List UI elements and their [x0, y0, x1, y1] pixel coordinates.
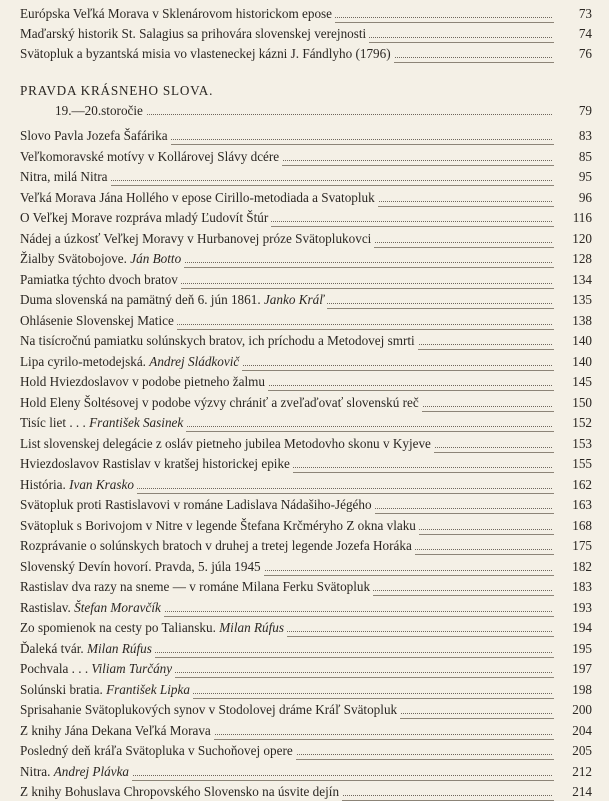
toc-entry-author: Štefan Moravčík [74, 599, 161, 615]
toc-entry-author: Andrej Sládkovič [149, 353, 240, 369]
toc-entry-author: František Lipka [106, 681, 190, 697]
toc-entry-text: Nitra, milá Nitra [20, 169, 108, 184]
toc-page-number: 193 [554, 598, 592, 617]
toc-entry [20, 639, 592, 658]
toc-entry [20, 557, 592, 576]
toc-entry-text: Rastislav. [20, 599, 75, 615]
toc-entry-author: Janko Kráľ [263, 292, 325, 307]
toc-page-number: 153 [554, 434, 592, 453]
toc-entry-title [20, 44, 394, 63]
toc-entry-text: Veľkomoravské motívy v Kollárovej Slávy dcére [20, 148, 280, 164]
toc-page-number: 95 [554, 167, 592, 186]
toc-entry-text: Ohlásenie Slovenskej Matice [20, 312, 174, 328]
toc-entry-title [20, 393, 422, 412]
toc-page-number: 200 [554, 700, 592, 719]
toc-entry-text: Sprisahanie Svätoplukových synov v Stodolovej dráme Kráľ Svätopluk [20, 702, 398, 717]
toc-entry [20, 475, 592, 494]
toc-page-number: 134 [554, 270, 592, 289]
toc-entry-text: Z knihy Jána Dekana Veľká Morava [20, 722, 211, 738]
toc-page-number: 168 [554, 516, 592, 535]
toc-entry-title [20, 249, 184, 268]
toc-entry-title [20, 639, 155, 658]
toc-entry-text: Solúnski bratia. [20, 681, 107, 697]
toc-entry [20, 372, 592, 391]
toc-entry [20, 680, 592, 699]
toc-entry [20, 311, 592, 330]
toc-entry-text: Ďaleká tvár. [20, 640, 88, 656]
toc-entry-text: Hold Eleny Šoltésovej v podobe výzvy chrániť a zveľaďovať slovenskú reč [20, 394, 419, 410]
toc-entry-title [20, 557, 264, 576]
toc-entry-title [20, 126, 171, 145]
toc-entry-text: Hold Hviezdoslavov v podobe pietneho žalmu [20, 374, 266, 389]
toc-entry-text: Svätopluk a byzantská misia vo vlasteneckej kázni J. Fándlyho (1796) [20, 46, 391, 61]
toc-entry-text: Lipa cyrilo-metodejská. [20, 353, 150, 369]
toc-entry-top [20, 4, 592, 23]
toc-entry-text: Zo spomienok na cesty po Taliansku. [20, 620, 220, 635]
toc-entry-title [20, 331, 418, 350]
toc-entry-text: Veľká Morava Jána Hollého v epose Cirillo-metodiada a Svatopluk [20, 189, 375, 205]
toc-entry-author: Ivan Krasko [69, 476, 134, 492]
toc-entry [20, 434, 592, 453]
toc-entry [20, 270, 592, 289]
toc-entry-title [20, 536, 415, 555]
toc-entry-title [20, 372, 268, 391]
toc-entry-title [20, 4, 335, 23]
toc-entry [20, 249, 592, 268]
toc-page-number: 73 [554, 4, 592, 23]
toc-entry-text: Duma slovenská na pamätný deň 6. jún 1861. [20, 292, 264, 307]
toc-entry-title [20, 659, 175, 678]
toc-entry-text: List slovenskej delegácie z osláv pietneho jubilea Metodovho skonu v Kyjeve [20, 435, 431, 451]
toc-entry-title [20, 434, 434, 453]
toc-page-number: 140 [554, 352, 592, 371]
toc-entry-text: Pamiatka týchto dvoch bratov [20, 271, 178, 287]
toc-entry-title [20, 700, 400, 719]
toc-entry [20, 208, 592, 227]
toc-entry-text: Rozprávanie o solúnskych bratoch v druhej a tretej legende Jozefa Horáka [20, 538, 412, 553]
toc-entry [20, 659, 592, 678]
toc-entry [20, 762, 592, 781]
toc-page-number: 138 [554, 311, 592, 330]
section-title: PRAVDA KRÁSNEHO SLOVA. [20, 83, 214, 98]
toc-entry-title [20, 577, 373, 596]
toc-entry-title [20, 618, 287, 637]
toc-entry [20, 782, 592, 801]
toc-entry-text: Európska Veľká Morava v Sklenárovom historickom epose [20, 6, 333, 21]
toc-page-number: 198 [554, 680, 592, 699]
toc-entry-title [20, 229, 374, 248]
toc-entry [20, 454, 592, 473]
toc-entry-author: Ján Botto [130, 251, 182, 266]
toc-entry-text: História. [20, 476, 70, 492]
toc-entry-text: Na tisícročnú pamiatku solúnskych bratov, ich príchodu a Metodovej smrti [20, 333, 415, 348]
toc-entry-text: Nitra. [20, 763, 54, 779]
toc-entry-title [20, 680, 193, 699]
toc-page-number: 128 [554, 249, 592, 268]
toc-entry-title [20, 495, 375, 514]
toc-page-number: 145 [554, 372, 592, 391]
toc-page-number: 205 [554, 741, 592, 760]
toc-entry-text: Rastislav dva razy na sneme — v románe Milana Ferku Svätopluk [20, 579, 371, 594]
toc-entry-text: Pochvala . . . [20, 661, 92, 676]
toc-entry-title [20, 311, 177, 330]
toc-entry-title [20, 762, 132, 781]
toc-entry [20, 290, 592, 309]
toc-entry-title [20, 208, 271, 227]
toc-entry [20, 741, 592, 760]
toc-page-number: 96 [554, 188, 592, 207]
toc-page-number: 150 [554, 393, 592, 412]
toc-page-number: 214 [554, 782, 592, 801]
toc-entry-title [20, 413, 186, 432]
toc-entry-title [20, 352, 242, 371]
section-subtitle [55, 101, 592, 120]
toc-entry-author: František Sasinek [89, 415, 184, 430]
toc-page-number: 204 [554, 721, 592, 740]
toc-entry [20, 331, 592, 350]
toc-entry [20, 393, 592, 412]
toc-entry [20, 700, 592, 719]
toc-page-number: 162 [554, 475, 592, 494]
toc-entry-author: Viliam Turčány [91, 661, 173, 676]
toc-entry [20, 618, 592, 637]
toc-entry-text: O Veľkej Morave rozpráva mladý Ľudovít Štúr [20, 210, 269, 225]
toc-entry-top [20, 44, 592, 63]
toc-entry-text: Nádej a úzkosť Veľkej Moravy v Hurbanovej próze Svätoplukovci [20, 230, 372, 246]
toc-entry [20, 147, 592, 166]
toc-entry-text: Maďarský historik St. Salagius sa prihovára slovenskej verejnosti [20, 26, 367, 41]
toc-entry-author: Milan Rúfus [87, 640, 152, 656]
toc-entry-title [20, 516, 419, 535]
toc-page-number: 120 [554, 229, 592, 248]
toc-entry-title [20, 475, 137, 494]
toc-entry-title [20, 454, 293, 473]
toc-page-number: 152 [554, 413, 592, 432]
toc-page-number: 182 [554, 557, 592, 576]
toc-entry-title [20, 741, 296, 760]
toc-page-number: 163 [554, 495, 592, 514]
toc-entry-title [20, 721, 214, 740]
toc-entry-title [20, 167, 111, 186]
toc-page-number: 183 [554, 577, 592, 596]
toc-entry [20, 229, 592, 248]
toc-page-number: 116 [554, 208, 592, 227]
toc-entry-author: Andrej Plávka [53, 763, 130, 779]
toc-page-number: 194 [554, 618, 592, 637]
toc-page-number: 175 [554, 536, 592, 555]
toc-entry [20, 598, 592, 617]
toc-entry [20, 577, 592, 596]
toc-page-number: 74 [554, 24, 592, 43]
toc-entry-title [20, 147, 282, 166]
toc-entry-title [20, 188, 378, 207]
toc-entry-title [20, 24, 369, 43]
toc-entry-text: Hviezdoslavov Rastislav v kratšej historickej epike [20, 456, 290, 471]
toc-entry-top [20, 24, 592, 43]
toc-entry-title [20, 782, 342, 801]
toc-entry-text: Slovo Pavla Jozefa Šafárika [20, 128, 168, 143]
toc-entry [20, 516, 592, 535]
toc-entry-text: Žialby Svätobojove. [20, 251, 131, 266]
toc-page-number: 212 [554, 762, 592, 781]
toc-page-number: 135 [554, 290, 592, 309]
toc-entry [20, 495, 592, 514]
toc-entry [20, 413, 592, 432]
toc-entry [20, 126, 592, 145]
toc-entry-text: Z knihy Bohuslava Chropovského Slovensko na úsvite dejín [20, 784, 340, 799]
toc-entry-title [55, 101, 146, 120]
toc-page-number: 83 [554, 126, 592, 145]
toc-entry-text: Svätopluk s Borivojom v Nitre v legende Štefana Krčméryho Z okna vlaku [20, 517, 416, 533]
toc-page-number: 197 [554, 659, 592, 678]
toc-entry-title [20, 270, 181, 289]
toc-entry [20, 536, 592, 555]
toc-entry-text: Tisíc liet . . . [20, 415, 90, 430]
toc-page-number: 140 [554, 331, 592, 350]
toc-page-number: 76 [554, 44, 592, 63]
toc-entry [20, 352, 592, 371]
toc-page-number: 155 [554, 454, 592, 473]
toc-page-number: 79 [554, 101, 592, 120]
toc-page-number: 195 [554, 639, 592, 658]
toc-page-number: 85 [554, 147, 592, 166]
toc-entry-author: Milan Rúfus [219, 620, 285, 635]
toc-entry-title [20, 290, 327, 309]
toc-entry-text: Svätopluk proti Rastislavovi v románe Ladislava Nádašiho-Jégého [20, 497, 372, 512]
toc-entry [20, 721, 592, 740]
toc-entry-text: Slovenský Devín hovorí. Pravda, 5. júla 1945 [20, 558, 261, 574]
toc-entry [20, 167, 592, 186]
toc-entry-text: Posledný deň kráľa Svätopluka v Suchoňovej opere [20, 743, 293, 758]
toc-entry-title [20, 598, 164, 617]
toc-entry-text: 19.—20.storočie [55, 103, 143, 118]
toc-entry [20, 188, 592, 207]
